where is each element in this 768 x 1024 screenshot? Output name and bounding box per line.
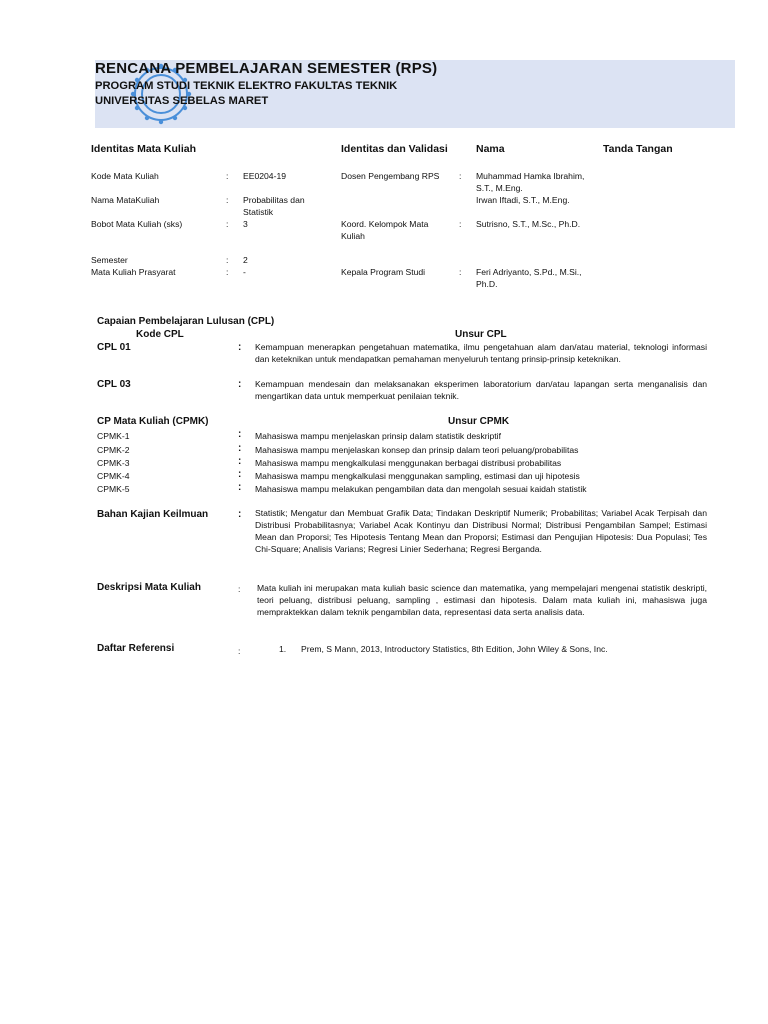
colon: : <box>238 509 242 520</box>
bobot-label: Bobot Mata Kuliah (sks) <box>91 219 183 229</box>
cpmk-code: CPMK-2 <box>97 445 130 455</box>
koordinator-label: Koord. Kelompok Mata Kuliah <box>341 219 429 241</box>
colon: : <box>226 195 229 205</box>
cpl-code: CPL 03 <box>97 379 131 390</box>
cpmk-text: Mahasiswa mampu melakukan pengambilan data dan mengolah sesuai kaidah statistik <box>255 484 587 494</box>
referensi-number: 1. <box>279 644 287 654</box>
identitas-validasi-heading: Identitas dan Validasi <box>341 143 448 155</box>
prasyarat-label: Mata Kuliah Prasyarat <box>91 267 176 277</box>
koordinator-value: Sutrisno, S.T., M.Sc., Ph.D. <box>476 219 581 229</box>
kaprodi-label: Kepala Program Studi <box>341 267 426 277</box>
document-title: RENCANA PEMBELAJARAN SEMESTER (RPS) <box>95 60 438 77</box>
cpl-code: CPL 01 <box>97 342 131 353</box>
colon: : <box>238 443 242 454</box>
colon: : <box>226 171 229 181</box>
identitas-mata-kuliah-heading: Identitas Mata Kuliah <box>91 143 197 155</box>
cpl-text: Kemampuan mendesain dan melaksanakan eksperimen laboratorium dan/atau lapangan serta menganalisis dan mengartikan data untuk memperkuat penilaian teknik. <box>255 379 707 401</box>
dosen-pengembang-value: Muhammad Hamka Ibrahim, S.T., M.Eng. Irwan Iftadi, S.T., M.Eng. <box>476 171 585 205</box>
cpmk-code: CPMK-4 <box>97 471 130 481</box>
cpmk-code: CPMK-1 <box>97 431 130 441</box>
bahan-kajian-text: Statistik; Mengatur dan Membuat Grafik Data; Tindakan Deskriptif Numerik; Probabilitas; Variabel Acak Terpisah dan Distribusi Probabilitasnya; Variabel Acak Kontinyu dan Distribusi Normal; Distribusi Pengambilan Sampel; Estimasi Mean dan Proporsi; Tes Hipotesis Tentang Mean dan Proporsi; Estimasi dan Pengujian Hipotesis: Dua Populasi; Tes Chi-Square; Analisis Varians; Regresi Linier Sederhana; Regresi Berganda. <box>255 508 707 554</box>
cpl-text: Kemampuan menerapkan pengetahuan matematika, ilmu pengetahuan alam dan/atau material, teknologi informasi dan keteknikan untuk mendapatkan pemahaman menyeluruh tentang prinsip-prinsip keteknikan. <box>255 342 707 364</box>
tanda-tangan-heading: Tanda Tangan <box>603 143 673 155</box>
unsur-cpmk-heading: Unsur CPMK <box>448 416 510 427</box>
unsur-cpl-heading: Unsur CPL <box>455 329 507 340</box>
prasyarat-value: - <box>243 267 246 277</box>
cpmk-code: CPMK-5 <box>97 484 130 494</box>
colon: : <box>238 456 242 467</box>
colon: : <box>238 469 242 480</box>
colon: : <box>238 482 242 493</box>
daftar-referensi-label: Daftar Referensi <box>97 643 175 654</box>
referensi-item: Prem, S Mann, 2013, Introductory Statistics, 8th Edition, John Wiley & Sons, Inc. <box>301 644 608 654</box>
nama-heading: Nama <box>476 143 505 155</box>
cpmk-code: CPMK-3 <box>97 458 130 468</box>
deskripsi-text: Mata kuliah ini merupakan mata kuliah basic science dan matematika, yang mempelajari mengenai statistik deskripti, teori peluang, distribusi peluang, sampling , estimasi dan hipotesis. Dalam mata kuliah ini, mahasiswa juga mempraktekkan dalam teknik pengambilan data, representasi data serta analisis data. <box>257 583 707 617</box>
colon: : <box>238 429 242 440</box>
colon: : <box>226 267 229 277</box>
semester-value: 2 <box>243 255 248 265</box>
cpl-section-title: Capaian Pembelajaran Lulusan (CPL) <box>97 316 275 327</box>
colon: : <box>459 219 462 229</box>
colon: : <box>226 219 229 229</box>
kode-cpl-heading: Kode CPL <box>136 329 184 340</box>
cpmk-text: Mahasiswa mampu mengkalkulasi menggunakan sampling, estimasi dan uji hipotesis <box>255 471 580 481</box>
semester-label: Semester <box>91 255 128 265</box>
bahan-kajian-label: Bahan Kajian Keilmuan <box>97 509 209 520</box>
kode-mk-label: Kode Mata Kuliah <box>91 171 159 181</box>
cpmk-text: Mahasiswa mampu menjelaskan konsep dan prinsip dalam teori peluang/probabilitas <box>255 445 579 455</box>
kaprodi-value: Feri Adriyanto, S.Pd., M.Si., Ph.D. <box>476 267 582 289</box>
program-name: PROGRAM STUDI TEKNIK ELEKTRO FAKULTAS TEKNIK <box>95 80 398 92</box>
cpmk-text: Mahasiswa mampu menjelaskan prinsip dalam statistik deskriptif <box>255 431 501 441</box>
bobot-value: 3 <box>243 219 248 229</box>
cpmk-section-title: CP Mata Kuliah (CPMK) <box>97 416 209 427</box>
colon: : <box>238 379 242 390</box>
dosen-pengembang-label: Dosen Pengembang RPS <box>341 171 440 181</box>
deskripsi-label: Deskripsi Mata Kuliah <box>97 582 201 593</box>
colon: : <box>459 171 462 181</box>
colon: : <box>238 584 241 594</box>
colon: : <box>238 646 241 656</box>
kode-mk-value: EE0204-19 <box>243 171 287 181</box>
colon: : <box>226 255 229 265</box>
nama-mk-value: Probabilitas dan Statistik <box>243 195 305 217</box>
colon: : <box>459 267 462 277</box>
cpmk-text: Mahasiswa mampu mengkalkulasi menggunakan berbagai distribusi probabilitas <box>255 458 562 468</box>
university-name: UNIVERSITAS SEBELAS MARET <box>95 95 269 107</box>
nama-mk-label: Nama MataKuliah <box>91 195 160 205</box>
colon: : <box>238 342 242 353</box>
